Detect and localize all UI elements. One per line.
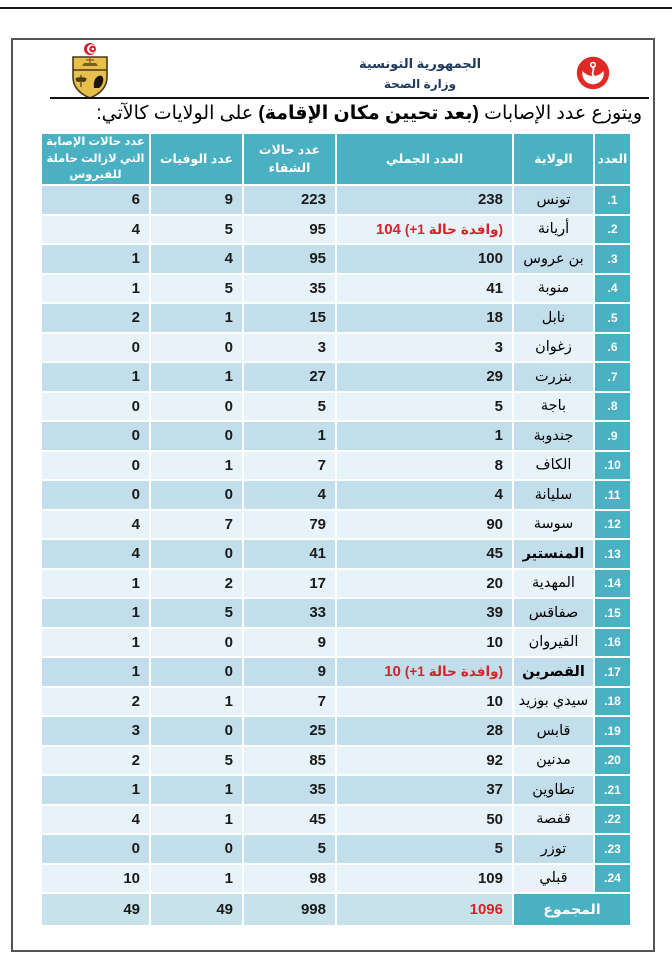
row-number: 7. bbox=[607, 369, 618, 384]
row-number-cell bbox=[595, 511, 630, 539]
row-number-cell bbox=[595, 393, 630, 421]
recovered-cases-cell: 5 bbox=[244, 835, 335, 863]
active-cases-cell: 1 bbox=[42, 599, 149, 627]
active-cases-cell: 0 bbox=[42, 452, 149, 480]
recovered-cases-cell: 15 bbox=[244, 304, 335, 332]
imported-case-note-part: وافدة bbox=[460, 221, 499, 237]
total-cases-cell: 5 bbox=[337, 393, 512, 421]
imported-case-note-part: وافدة bbox=[460, 664, 499, 680]
row-number: 23. bbox=[604, 841, 621, 856]
active-cases-cell: 2 bbox=[42, 688, 149, 716]
recovered-cases-cell: 5 bbox=[244, 393, 335, 421]
total-cases-cell: 45 bbox=[337, 540, 512, 568]
wilaya-name-cell: سليانة bbox=[514, 481, 593, 509]
wilaya-name-cell: الكاف bbox=[514, 452, 593, 480]
table-row bbox=[42, 570, 630, 598]
total-cases-cell: 1 bbox=[337, 422, 512, 450]
total-cases-cell: 37 bbox=[337, 776, 512, 804]
recovered-cases-cell: 25 bbox=[244, 717, 335, 745]
row-number: 13. bbox=[604, 546, 621, 561]
deaths-cell: 0 bbox=[151, 481, 242, 509]
row-number: 16. bbox=[604, 635, 621, 650]
wilaya-name-cell: منوبة bbox=[514, 275, 593, 303]
recovered-cases-cell: 9 bbox=[244, 658, 335, 686]
row-number-cell bbox=[595, 835, 630, 863]
table-row bbox=[42, 511, 630, 539]
imported-case-note-part: 10 bbox=[384, 663, 401, 681]
table-row bbox=[42, 363, 630, 391]
row-number-cell bbox=[595, 304, 630, 332]
wilaya-name-cell: توزر bbox=[514, 835, 593, 863]
totals-label: المجموع bbox=[514, 894, 630, 925]
table-row bbox=[42, 776, 630, 804]
active-cases-cell: 4 bbox=[42, 511, 149, 539]
recovered-cases-cell: 79 bbox=[244, 511, 335, 539]
active-cases-cell: 0 bbox=[42, 393, 149, 421]
ministry-title: وزارة الصحة bbox=[383, 77, 457, 91]
wilaya-name-cell: المنستير bbox=[514, 540, 593, 568]
active-cases-cell: 2 bbox=[42, 747, 149, 775]
active-cases-cell: 4 bbox=[42, 216, 149, 244]
row-number: 1. bbox=[607, 192, 618, 207]
coat-of-arms-icon bbox=[70, 42, 110, 100]
table-row bbox=[42, 835, 630, 863]
deaths-cell: 7 bbox=[151, 511, 242, 539]
recovered-cases-cell: 9 bbox=[244, 629, 335, 657]
top-rule bbox=[0, 7, 672, 9]
row-number: 14. bbox=[604, 576, 621, 591]
row-number-cell bbox=[595, 422, 630, 450]
recovered-cases-cell: 35 bbox=[244, 275, 335, 303]
imported-case-note-part: حالة bbox=[428, 221, 457, 237]
row-number: 9. bbox=[607, 428, 618, 443]
recovered-cases-cell: 95 bbox=[244, 245, 335, 273]
row-number-cell bbox=[595, 540, 630, 568]
table-header-row bbox=[42, 134, 630, 184]
row-number: 18. bbox=[604, 694, 621, 709]
total-cases-cell: 3 bbox=[337, 334, 512, 362]
total-cases-cell: 39 bbox=[337, 599, 512, 627]
row-number-cell bbox=[595, 481, 630, 509]
col-header-total: العدد الجملي bbox=[337, 134, 512, 184]
wilaya-name-cell: نابل bbox=[514, 304, 593, 332]
table-row bbox=[42, 717, 630, 745]
deaths-cell: 0 bbox=[151, 629, 242, 657]
row-number-cell bbox=[595, 747, 630, 775]
recovered-cases-cell: 98 bbox=[244, 865, 335, 893]
recovered-cases-cell: 41 bbox=[244, 540, 335, 568]
table-row bbox=[42, 658, 630, 686]
row-number: 21. bbox=[604, 782, 621, 797]
col-header-deaths: عدد الوفيات bbox=[151, 134, 242, 184]
total-cases-cell: 41 bbox=[337, 275, 512, 303]
deaths-cell: 5 bbox=[151, 599, 242, 627]
total-cases-cell: 8 bbox=[337, 452, 512, 480]
recovered-cases-cell: 27 bbox=[244, 363, 335, 391]
table-row bbox=[42, 275, 630, 303]
row-number-cell bbox=[595, 688, 630, 716]
row-number: 22. bbox=[604, 812, 621, 827]
table-row bbox=[42, 629, 630, 657]
total-cases-cell bbox=[337, 658, 512, 686]
ministry-of-health-logo-icon bbox=[576, 56, 610, 90]
total-cases-cell: 109 bbox=[337, 865, 512, 893]
total-cases-cell: 90 bbox=[337, 511, 512, 539]
wilaya-name-cell: القصرين bbox=[514, 658, 593, 686]
table-row bbox=[42, 865, 630, 893]
deaths-cell: 9 bbox=[151, 186, 242, 214]
recovered-cases-cell: 35 bbox=[244, 776, 335, 804]
total-cases-cell: 100 bbox=[337, 245, 512, 273]
deaths-cell: 0 bbox=[151, 334, 242, 362]
row-number-cell bbox=[595, 806, 630, 834]
total-cases-cell: 4 bbox=[337, 481, 512, 509]
table-row bbox=[42, 304, 630, 332]
active-cases-cell: 1 bbox=[42, 245, 149, 273]
recovered-cases-cell: 223 bbox=[244, 186, 335, 214]
active-cases-cell: 10 bbox=[42, 865, 149, 893]
total-cases-cell: 92 bbox=[337, 747, 512, 775]
wilaya-name-cell: تونس bbox=[514, 186, 593, 214]
col-header-active: عدد حالات الإصابة التي لازالت حاملة للفيروس bbox=[42, 134, 149, 184]
row-number-cell bbox=[595, 865, 630, 893]
table-row bbox=[42, 393, 630, 421]
row-number: 11. bbox=[604, 487, 621, 502]
table-row bbox=[42, 481, 630, 509]
totals-active: 49 bbox=[42, 894, 149, 925]
row-number-cell bbox=[595, 629, 630, 657]
wilaya-name-cell: أريانة bbox=[514, 216, 593, 244]
wilaya-name-cell: قابس bbox=[514, 717, 593, 745]
wilaya-name-cell: زغوان bbox=[514, 334, 593, 362]
deaths-cell: 1 bbox=[151, 688, 242, 716]
col-header-recovered: عدد حالات الشفاء bbox=[244, 134, 335, 184]
wilaya-name-cell: قبلي bbox=[514, 865, 593, 893]
active-cases-cell: 1 bbox=[42, 629, 149, 657]
row-number-cell bbox=[595, 186, 630, 214]
table-row bbox=[42, 452, 630, 480]
active-cases-cell: 0 bbox=[42, 481, 149, 509]
active-cases-cell: 1 bbox=[42, 570, 149, 598]
deaths-cell: 0 bbox=[151, 540, 242, 568]
row-number-cell bbox=[595, 245, 630, 273]
total-cases-cell: 29 bbox=[337, 363, 512, 391]
deaths-cell: 5 bbox=[151, 216, 242, 244]
row-number: 8. bbox=[607, 399, 618, 414]
row-number: 17. bbox=[604, 664, 621, 679]
row-number: 5. bbox=[607, 310, 618, 325]
header-divider bbox=[50, 97, 649, 99]
title-post: على الولايات كالآتي: bbox=[96, 103, 259, 124]
recovered-cases-cell: 33 bbox=[244, 599, 335, 627]
table-row bbox=[42, 245, 630, 273]
active-cases-cell: 1 bbox=[42, 363, 149, 391]
row-number: 19. bbox=[604, 723, 621, 738]
deaths-cell: 5 bbox=[151, 747, 242, 775]
active-cases-cell: 3 bbox=[42, 717, 149, 745]
row-number-cell bbox=[595, 275, 630, 303]
total-cases-cell: 28 bbox=[337, 717, 512, 745]
table-row bbox=[42, 688, 630, 716]
republic-title: الجمهورية التونسية bbox=[358, 56, 482, 71]
deaths-cell: 1 bbox=[151, 363, 242, 391]
wilaya-name-cell: تطاوين bbox=[514, 776, 593, 804]
title-bold: (بعد تحيين مكان الإقامة) bbox=[258, 103, 479, 124]
active-cases-cell: 2 bbox=[42, 304, 149, 332]
wilaya-name-cell: بنزرت bbox=[514, 363, 593, 391]
row-number: 2. bbox=[607, 222, 618, 237]
totals-row bbox=[42, 894, 630, 925]
recovered-cases-cell: 4 bbox=[244, 481, 335, 509]
imported-case-note-part: حالة bbox=[428, 664, 457, 680]
row-number: 6. bbox=[607, 340, 618, 355]
row-number-cell bbox=[595, 216, 630, 244]
deaths-cell: 0 bbox=[151, 422, 242, 450]
deaths-cell: 1 bbox=[151, 776, 242, 804]
recovered-cases-cell: 45 bbox=[244, 806, 335, 834]
total-cases-cell bbox=[337, 216, 512, 244]
row-number-cell bbox=[595, 363, 630, 391]
active-cases-cell: 1 bbox=[42, 275, 149, 303]
deaths-cell: 0 bbox=[151, 393, 242, 421]
wilaya-name-cell: سيدي بوزيد bbox=[514, 688, 593, 716]
table-row bbox=[42, 186, 630, 214]
active-cases-cell: 0 bbox=[42, 835, 149, 863]
table-footer bbox=[42, 894, 630, 925]
imported-case-note-part: (+1 bbox=[404, 221, 425, 237]
recovered-cases-cell: 85 bbox=[244, 747, 335, 775]
totals-total: 1096 bbox=[337, 894, 512, 925]
active-cases-cell: 0 bbox=[42, 334, 149, 362]
recovered-cases-cell: 95 bbox=[244, 216, 335, 244]
total-cases-cell: 10 bbox=[337, 629, 512, 657]
recovered-cases-cell: 3 bbox=[244, 334, 335, 362]
wilaya-name-cell: المهدية bbox=[514, 570, 593, 598]
row-number-cell bbox=[595, 776, 630, 804]
table-row bbox=[42, 540, 630, 568]
table-row bbox=[42, 334, 630, 362]
deaths-cell: 1 bbox=[151, 452, 242, 480]
imported-case-note-part: (+1 bbox=[404, 664, 425, 680]
recovered-cases-cell: 7 bbox=[244, 452, 335, 480]
active-cases-cell: 0 bbox=[42, 422, 149, 450]
table-row bbox=[42, 216, 630, 244]
table-row bbox=[42, 806, 630, 834]
row-number-cell bbox=[595, 334, 630, 362]
row-number: 15. bbox=[604, 605, 621, 620]
totals-deaths: 49 bbox=[151, 894, 242, 925]
col-header-number: العدد bbox=[595, 134, 630, 184]
total-cases-cell: 50 bbox=[337, 806, 512, 834]
wilaya-name-cell: مدنين bbox=[514, 747, 593, 775]
deaths-cell: 0 bbox=[151, 717, 242, 745]
table-row bbox=[42, 747, 630, 775]
table-row bbox=[42, 422, 630, 450]
deaths-cell: 1 bbox=[151, 806, 242, 834]
wilaya-name-cell: سوسة bbox=[514, 511, 593, 539]
row-number-cell bbox=[595, 599, 630, 627]
wilaya-name-cell: بن عروس bbox=[514, 245, 593, 273]
row-number: 10. bbox=[604, 458, 621, 473]
total-cases-cell: 18 bbox=[337, 304, 512, 332]
row-number-cell bbox=[595, 717, 630, 745]
imported-case-note-part: ) bbox=[498, 664, 503, 680]
row-number-cell bbox=[595, 570, 630, 598]
row-number-cell bbox=[595, 452, 630, 480]
deaths-cell: 4 bbox=[151, 245, 242, 273]
table-row bbox=[42, 599, 630, 627]
cases-by-governorate-table bbox=[40, 132, 632, 927]
col-header-wilaya: الولاية bbox=[514, 134, 593, 184]
document-title bbox=[96, 102, 642, 125]
imported-case-note-part: ) bbox=[498, 221, 503, 237]
wilaya-name-cell: القيروان bbox=[514, 629, 593, 657]
totals-recovered: 998 bbox=[244, 894, 335, 925]
recovered-cases-cell: 17 bbox=[244, 570, 335, 598]
recovered-cases-cell: 1 bbox=[244, 422, 335, 450]
active-cases-cell: 1 bbox=[42, 658, 149, 686]
deaths-cell: 1 bbox=[151, 304, 242, 332]
row-number: 4. bbox=[607, 281, 618, 296]
row-number-cell bbox=[595, 658, 630, 686]
deaths-cell: 1 bbox=[151, 865, 242, 893]
title-pre: ويتوزع عدد الإصابات bbox=[478, 103, 642, 124]
active-cases-cell: 4 bbox=[42, 806, 149, 834]
active-cases-cell: 1 bbox=[42, 776, 149, 804]
deaths-cell: 0 bbox=[151, 835, 242, 863]
wilaya-name-cell: صفاقس bbox=[514, 599, 593, 627]
deaths-cell: 2 bbox=[151, 570, 242, 598]
row-number: 24. bbox=[604, 871, 621, 886]
government-header bbox=[330, 56, 510, 91]
wilaya-name-cell: قفصة bbox=[514, 806, 593, 834]
total-cases-cell: 5 bbox=[337, 835, 512, 863]
wilaya-name-cell: جندوبة bbox=[514, 422, 593, 450]
row-number: 12. bbox=[604, 517, 621, 532]
deaths-cell: 5 bbox=[151, 275, 242, 303]
deaths-cell: 0 bbox=[151, 658, 242, 686]
total-cases-cell: 10 bbox=[337, 688, 512, 716]
wilaya-name-cell: باجة bbox=[514, 393, 593, 421]
row-number: 20. bbox=[604, 753, 621, 768]
row-number: 3. bbox=[607, 251, 618, 266]
recovered-cases-cell: 7 bbox=[244, 688, 335, 716]
total-cases-cell: 20 bbox=[337, 570, 512, 598]
imported-case-note-part: 104 bbox=[375, 220, 401, 238]
table-body bbox=[42, 186, 630, 892]
active-cases-cell: 4 bbox=[42, 540, 149, 568]
active-cases-cell: 6 bbox=[42, 186, 149, 214]
total-cases-cell: 238 bbox=[337, 186, 512, 214]
